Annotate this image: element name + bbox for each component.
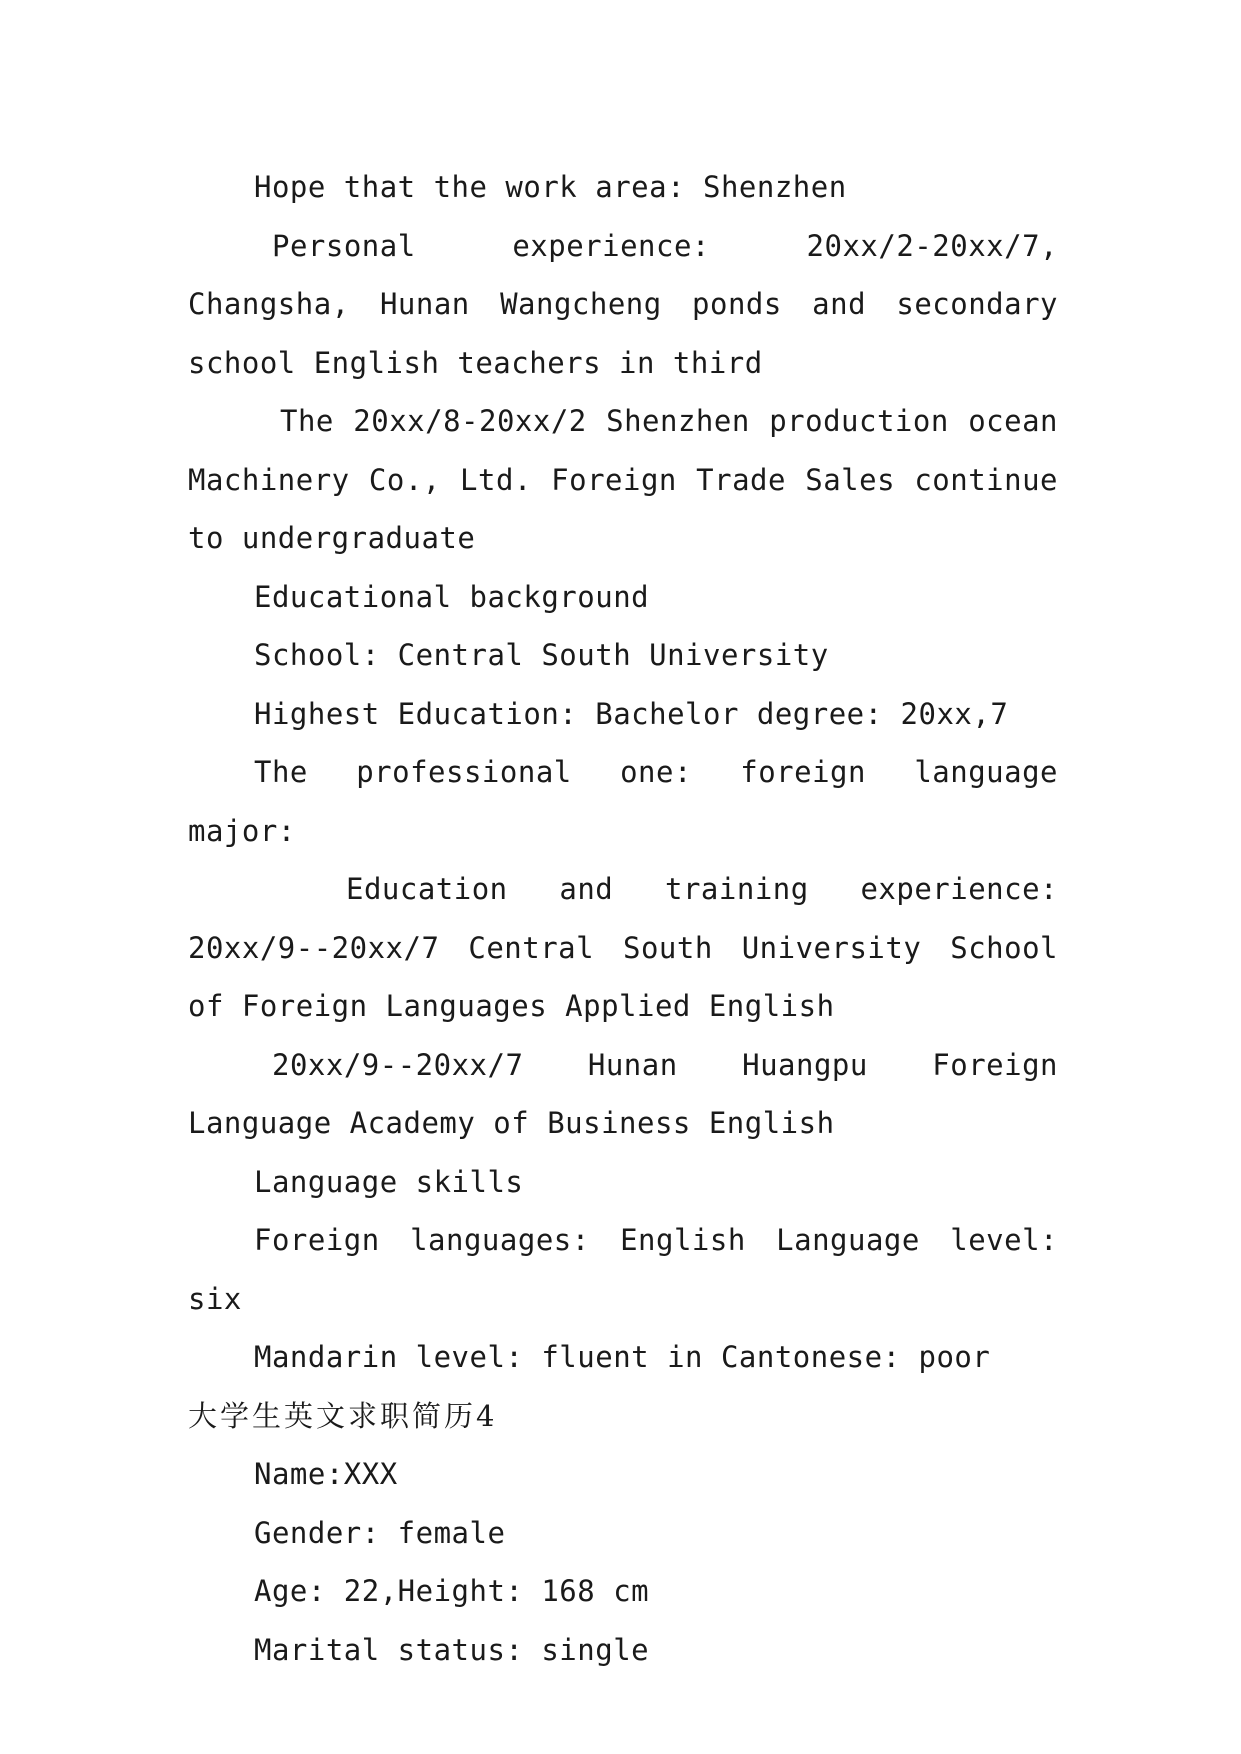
school-line: School: Central South University [254, 638, 829, 672]
sales-experience-paragraph: The 20xx/8-20xx/2 Shenzhen production ocean Machinery Co., Ltd. Foreign Trade Sales continue to undergraduate [188, 404, 1058, 555]
mandarin-level-line: Mandarin level: fluent in Cantonese: poor [254, 1340, 991, 1374]
document-body [188, 158, 1058, 1679]
highest-education-line: Highest Education: Bachelor degree: 20xx,7 [254, 696, 1009, 731]
gender-line: Gender: female [254, 1515, 506, 1550]
section-heading-education: Educational background [254, 579, 650, 614]
work-area-line: Hope that the work area: Shenzhen [254, 170, 847, 204]
marital-status-line: Marital status: single [254, 1632, 650, 1667]
academy-paragraph: 20xx/9--20xx/7 Hunan Huangpu Foreign Language Academy of Business English [188, 1047, 1058, 1140]
training-experience-paragraph: Education and training experience: 20xx/9--20xx/7 Central South University School of Foreign Languages Applied English [188, 872, 1058, 1023]
age-height-line: Age: 22,Height: 168 cm [254, 1574, 650, 1608]
personal-experience-paragraph: Personal experience: 20xx/2-20xx/7, Changsha, Hunan Wangcheng ponds and secondary school English teachers in third [188, 228, 1058, 380]
foreign-languages-line: Foreign languages: English Language level: six [188, 1223, 1058, 1316]
major-line: The professional one: foreign language major: [188, 755, 1058, 848]
section-heading-language: Language skills [254, 1164, 524, 1199]
name-line: Name:XXX [254, 1457, 398, 1491]
resume-title: 大学生英文求职简历4 [188, 1398, 498, 1433]
